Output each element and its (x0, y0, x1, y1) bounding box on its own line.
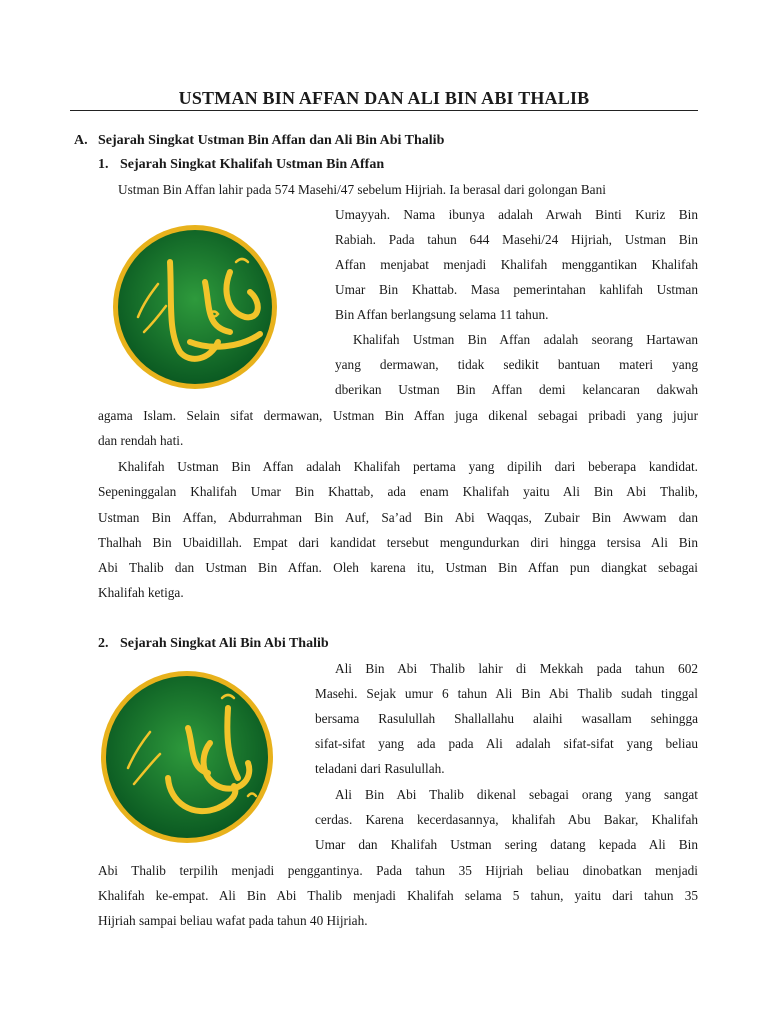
subsection-1-line-16: Abi Thalib dan Ustman Bin Affan. Oleh karena itu, Ustman Bin Affan pun diangkat sebagai (98, 560, 698, 575)
subsection-1-line-15: Thalhah Bin Ubaidillah. Empat dari kandidat tersebut mengundurkan diri hingga tersisa Ali Bin (98, 535, 698, 550)
subsection-1-line-10: agama Islam. Selain sifat dermawan, Ustman Bin Affan juga dikenal sebagai pribadi yang jujur (98, 408, 698, 423)
subsection-1-line-4: Affan menjabat menjadi Khalifah menggantikan Khalifah (335, 257, 698, 272)
subsection-2-line-7: cerdas. Karena kecerdasannya, khalifah Abu Bakar, Khalifah (315, 812, 698, 827)
subsection-1-heading (98, 157, 384, 173)
subsection-2-line-6: Ali Bin Abi Thalib dikenal sebagai orang yang sangat (335, 787, 698, 802)
subsection-2-line-9: Abi Thalib terpilih menjadi penggantinya. Pada tahun 35 Hijriah beliau dinobatkan menjadi (98, 863, 698, 878)
ali-calligraphy-emblem-icon (98, 668, 276, 846)
subsection-2-line-5: teladani dari Rasulullah. (315, 761, 445, 776)
subsection-2-line-3: bersama Rasulullah Shallallahu alaihi wasallam sehingga (315, 711, 698, 726)
document-title: USTMAN BIN AFFAN DAN ALI BIN ABI THALIB (178, 88, 590, 108)
subsection-1-line-6: Bin Affan berlangsung selama 11 tahun. (335, 307, 549, 322)
subsection-1-line-5: Umar Bin Khattab. Masa pemerintahan kahlifah Ustman (335, 282, 698, 297)
subsection-1-line-11: dan rendah hati. (98, 433, 184, 448)
subsection-2-line-10: Khalifah ke-empat. Ali Bin Abi Thalib menjadi Khalifah selama 5 tahun, yaitu dari tahun 35 (98, 888, 698, 903)
subsection-2-heading (98, 636, 329, 652)
uthman-calligraphy-emblem-icon (110, 222, 280, 392)
subsection-2-marker: 2. (98, 636, 109, 651)
section-a-marker: A. (74, 133, 88, 148)
title-divider (70, 110, 698, 111)
subsection-2-line-1: Ali Bin Abi Thalib lahir di Mekkah pada tahun 602 (335, 661, 698, 676)
subsection-1-line-14: Ustman Bin Affan, Abdurrahman Bin Auf, Sa’ad Bin Abi Waqqas, Zubair Bin Awwam dan (98, 510, 698, 525)
subsection-2-line-11: Hijriah sampai beliau wafat pada tahun 40 Hijriah. (98, 913, 368, 928)
subsection-1-line-12: Khalifah Ustman Bin Affan adalah Khalifah pertama yang dipilih dari beberapa kandidat. (118, 459, 698, 474)
subsection-1-line-17: Khalifah ketiga. (98, 585, 184, 600)
subsection-1-line-8: yang dermawan, tidak sedikit bantuan materi yang (335, 357, 698, 372)
section-a-title: Sejarah Singkat Ustman Bin Affan dan Ali Bin Abi Thalib (98, 133, 445, 148)
subsection-2-line-4: sifat-sifat yang ada pada Ali adalah sifat-sifat yang beliau (315, 736, 698, 751)
subsection-1-line-3: Rabiah. Pada tahun 644 Masehi/24 Hijriah, Ustman Bin (335, 232, 698, 247)
subsection-2-line-2: Masehi. Sejak umur 6 tahun Ali Bin Abi Thalib sudah tinggal (315, 686, 698, 701)
subsection-1-line-9: dberikan Ustman Bin Affan demi kelancaran dakwah (335, 382, 698, 397)
subsection-2-title: Sejarah Singkat Ali Bin Abi Thalib (120, 636, 329, 651)
subsection-1-line-13: Sepeninggalan Khalifah Umar Bin Khattab, ada enam Khalifah yaitu Ali Bin Abi Thalib, (98, 484, 698, 499)
subsection-1-line-1: Ustman Bin Affan lahir pada 574 Masehi/47 sebelum Hijriah. Ia berasal dari golongan Bani (118, 182, 606, 197)
subsection-1-line-7: Khalifah Ustman Bin Affan adalah seorang Hartawan (353, 332, 698, 347)
subsection-1-title: Sejarah Singkat Khalifah Ustman Bin Affan (120, 157, 385, 172)
subsection-1-line-2: Umayyah. Nama ibunya adalah Arwah Binti Kuriz Bin (335, 207, 698, 222)
subsection-1-marker: 1. (98, 157, 109, 172)
section-a-heading (74, 133, 444, 149)
subsection-2-line-8: Umar dan Khalifah Ustman sering datang kepada Ali Bin (315, 837, 698, 852)
